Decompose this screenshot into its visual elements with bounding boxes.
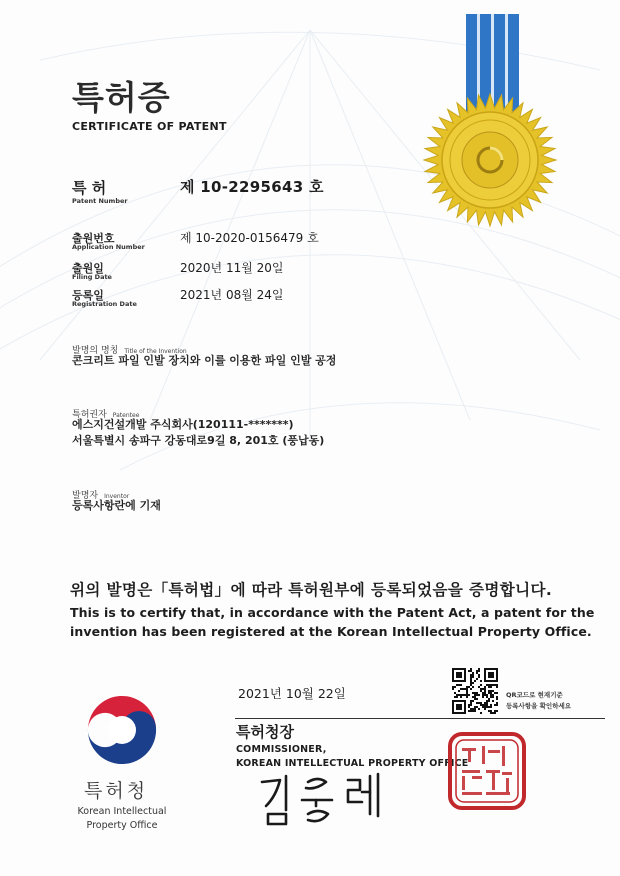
issue-date: 2021년 10월 22일 [238, 686, 346, 701]
application-number-label: 출원번호 [72, 232, 115, 245]
qr-code[interactable] [452, 668, 498, 714]
registration-date-value: 2021년 08월 24일 [180, 288, 284, 302]
patentee-label: 특허권자 [72, 410, 107, 420]
certification-statement-en-2: invention has been registered at the Korean Intellectual Property Office. [70, 624, 592, 639]
office-name-en-2: Property Office [86, 820, 158, 831]
office-name: 특허청 [84, 780, 149, 802]
filing-date-label: 출원일 [72, 262, 104, 275]
commissioner-title-en-2: KOREAN INTELLECTUAL PROPERTY OFFICE [236, 758, 469, 769]
inventor-label-en: Inventor [104, 493, 130, 500]
certification-statement-ko: 위의 발명은「특허법」에 따라 특허원부에 등록되었음을 증명합니다. [70, 581, 553, 599]
application-number-label-en: Application Number [72, 243, 145, 251]
patentee-label-en: Patentee [112, 412, 140, 419]
registration-date-label-en: Registration Date [72, 300, 137, 308]
patent-number-label-en: Patent Number [72, 197, 128, 205]
red-official-stamp [446, 730, 528, 812]
patentee-name: 에스지건설개발 주식회사(120111-*******) [72, 418, 294, 431]
filing-date-label-en: Filing Date [72, 273, 112, 281]
certification-statement-en-1: This is to certify that, in accordance with the Patent Act, a patent for the [70, 605, 595, 620]
document-title: 특허증 [72, 78, 171, 117]
handwritten-signature [256, 770, 396, 830]
patent-number-label: 특 허 [72, 179, 107, 197]
registration-date-label: 등록일 [72, 289, 104, 302]
patent-number-value: 제 10-2295643 호 [180, 178, 324, 196]
inventor-value: 등록사항란에 기재 [72, 499, 161, 512]
invention-label: 발명의 명칭 [72, 346, 119, 356]
commissioner-title: 특허청장 [236, 723, 294, 741]
gold-seal-emblem [410, 10, 590, 235]
qr-instruction-line1: QR코드로 현재기준 [506, 691, 563, 699]
filing-date-value: 2020년 11월 20일 [180, 261, 284, 275]
office-name-en-1: Korean Intellectual [77, 806, 167, 817]
application-number-value: 제 10-2020-0156479 호 [180, 231, 319, 245]
korea-taegeuk-logo [80, 688, 164, 772]
invention-title: 콘크리트 파일 인발 장치와 이를 이용한 파일 인발 공정 [72, 354, 337, 367]
inventor-label: 발명자 [72, 491, 99, 501]
signature-divider [235, 718, 605, 719]
patentee-address: 서울특별시 송파구 강동대로9길 8, 201호 (풍납동) [72, 434, 325, 447]
qr-instruction-line2: 등록사항을 확인하세요 [506, 702, 572, 710]
document-title-en: CERTIFICATE OF PATENT [72, 120, 227, 133]
invention-label-en: Title of the Invention [124, 348, 187, 355]
commissioner-title-en-1: COMMISSIONER, [236, 744, 327, 755]
